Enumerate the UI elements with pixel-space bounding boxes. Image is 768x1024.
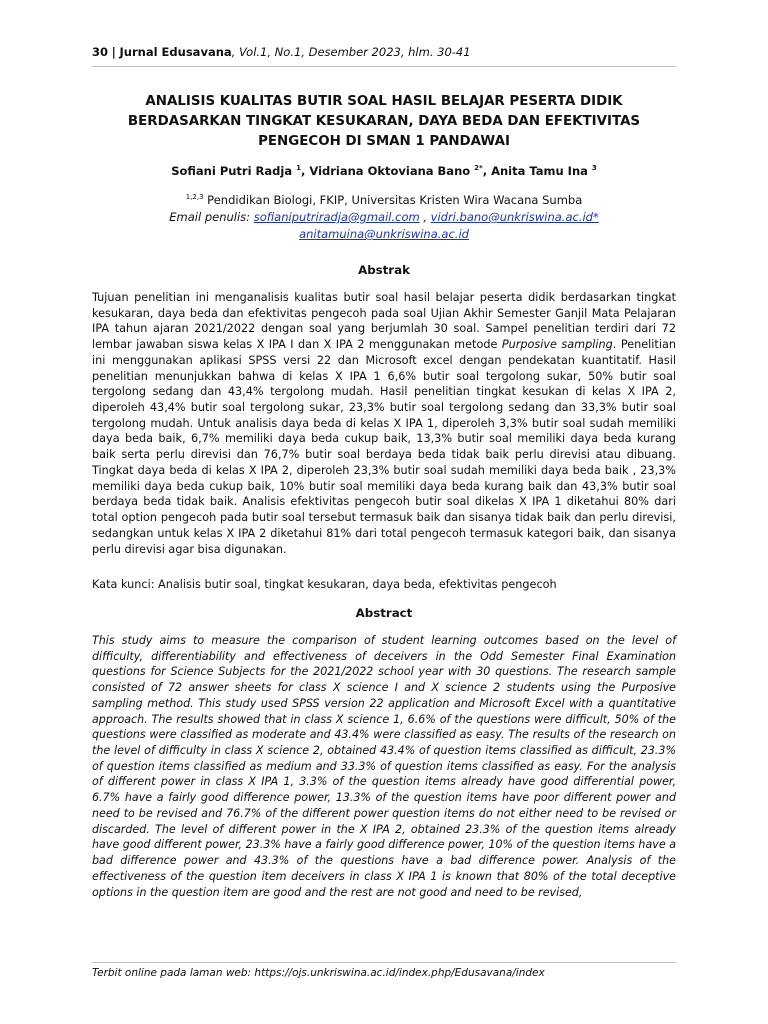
title-line-3: PENGECOH DI SMAN 1 PANDAWAI xyxy=(258,134,510,149)
email-link-1[interactable]: sofianiputriradja@gmail.com xyxy=(253,210,420,224)
abstrak-heading: Abstrak xyxy=(358,263,410,277)
author-2-affil-mark: 2* xyxy=(474,164,483,173)
running-header xyxy=(92,44,676,60)
abstrak-text-cont: . Penelitian ini menggunakan aplikasi SPSS versi 22 dan Microsoft excel dengan pendekatan kuantitatif. Hasil penelitian menunjukkan bahwa di kelas X IPA 1 6,6% butir soal tergolong sukar, 50% butir soal tergolong sedang dan 43,4% tergolong mudah. Hasil penelitian tingkat kesukan di kelas X IPA 2, diperoleh 43,4% butir soal tergolong sukar, 23,3% butir soal tergolong sedang dan 33,3% butir soal tergolong mudah. Untuk analisis daya beda di kelas X IPA 1, diperoleh 3,3% butir soal sudah memiliki daya beda baik, 6,7% memiliki daya beda cukup baik, 13,3% butir soal memiliki daya beda kurang baik serta perlu direvisi dan 76,7% butir soal berdaya beda tidak baik perlu direvisi atau dibuang. Tingkat daya beda di kelas X IPA 2, diperoleh 23,3% butir soal sudah memiliki daya beda baik , 23,3% memiliki daya beda cukup baik, 10% butir soal memiliki daya beda kurang baik dan 43,3% butir soal berdaya beda tidak baik. Analisis efektivitas pengecoh butir soal dikelas X IPA 1 diketahui 80% dari total option pengecoh pada butir soal tersebut termasuk baik dan sisanya tidak baik dan perlu direvisi, sedangkan untuk kelas X IPA 2 diketahui 81% dari total pengecoh termasuk kategori baik, dan sisanya perlu direvisi agar bisa digunakan. xyxy=(92,338,676,556)
affiliation-mark: 1,2,3 xyxy=(185,193,204,202)
abstrak-text: Tujuan penelitian ini menganalisis kualitas butir soal hasil belajar peserta didik berdasarkan tingkat kesukaran, daya beda dan efektivitas pengecoh pada soal Ujian Akhir Semester Ganjil Mata Pelajaran IPA tahun ajaran 2021/2022 dengan soal yang berjumlah 30 soal. Sampel penelitian terdiri dari 72 lembar jawaban siswa kelas X IPA I dan X IPA 2 menggunakan metode xyxy=(92,291,676,352)
email-link-3[interactable]: anitamuina@unkriswina.ac.id xyxy=(299,227,469,241)
author-emails xyxy=(92,209,676,243)
affiliation-text: Pendidikan Biologi, FKIP, Universitas Kristen Wira Wacana Sumba xyxy=(203,193,583,207)
title-line-2: BERDASARKAN TINGKAT KESUKARAN, DAYA BEDA DAN EFEKTIVITAS xyxy=(127,114,641,129)
article-title xyxy=(92,92,676,152)
author-3-affil-mark: 3 xyxy=(591,164,597,173)
author-1-affil-mark: 1 xyxy=(296,164,301,173)
email-link-2[interactable]: vidri.bano@unkriswina.ac.id* xyxy=(430,210,599,224)
affiliation xyxy=(92,192,676,209)
footer-divider xyxy=(92,962,676,963)
header-separator: | xyxy=(111,45,116,59)
keywords: Kata kunci: Analisis butir soal, tingkat kesukaran, daya beda, efektivitas pengecoh xyxy=(92,578,557,591)
abstract-heading: Abstract xyxy=(355,606,413,620)
header-divider xyxy=(92,66,676,67)
author-list xyxy=(92,163,676,179)
page-number: 30 xyxy=(92,45,109,59)
email-separator: , xyxy=(419,210,431,224)
title-line-1: ANALISIS KUALITAS BUTIR SOAL HASIL BELAJAR PESERTA DIDIK xyxy=(145,94,623,109)
author-3: Anita Tamu Ina xyxy=(491,164,588,178)
abstract-body: This study aims to measure the comparison of student learning outcomes based on the level of difficulty, differentiability and effectiveness of deceivers in the Odd Semester Final Examination questions for Science Subjects for the 2021/2022 school year with 30 questions. The research sample consisted of 72 answer sheets for class X science I and X science 2 students using the Purposive sampling method. This study used SPSS version 22 application and Microsoft Excel with a quantitative approach. The results showed that in class X science 1, 6.6% of the questions were difficult, 50% of the questions were classified as moderate and 43.4% were classified as easy. The results of the research on the level of difficulty in class X science 2, obtained 43.4% of question items classified as difficult, 23.3% of question items classified as medium and 33.3% of question items classified as easy. For the analysis of different power in class X IPA 1, 3.3% of the question items already have good differential power, 6.7% have a fairly good difference power, 13.3% of the question items have poor different power and need to be revised and 76.7% of the different power question items do not either need to be revised or discarded. The level of different power in the X IPA 2, obtained 23.3% of the question items already have good different power, 23.3% have a fairly good difference power, 10% of the question items have a bad difference power and 43.3% of the questions have a bad difference power. Analysis of the effectiveness of the question item deceivers in class X IPA 1 is known that 80% of the total deceptive options in the question item are good and the rest are not good and need to be revised, xyxy=(92,634,676,899)
abstrak-body xyxy=(92,290,676,557)
author-2: Vidriana Oktoviana Bano xyxy=(309,164,471,178)
footer-note: Terbit online pada laman web: https://ojs.unkriswina.ac.id/index.php/Edusavana/index xyxy=(92,967,545,979)
journal-details: , Vol.1, No.1, Desember 2023, hlm. 30-41 xyxy=(231,45,471,59)
journal-name: Jurnal Edusavana xyxy=(119,45,232,59)
email-label: Email penulis: xyxy=(169,210,254,224)
author-separator: , xyxy=(301,164,310,178)
author-1: Sofiani Putri Radja xyxy=(171,164,293,178)
author-separator: , xyxy=(482,164,492,178)
abstrak-emphasis: Purposive sampling xyxy=(501,338,613,352)
